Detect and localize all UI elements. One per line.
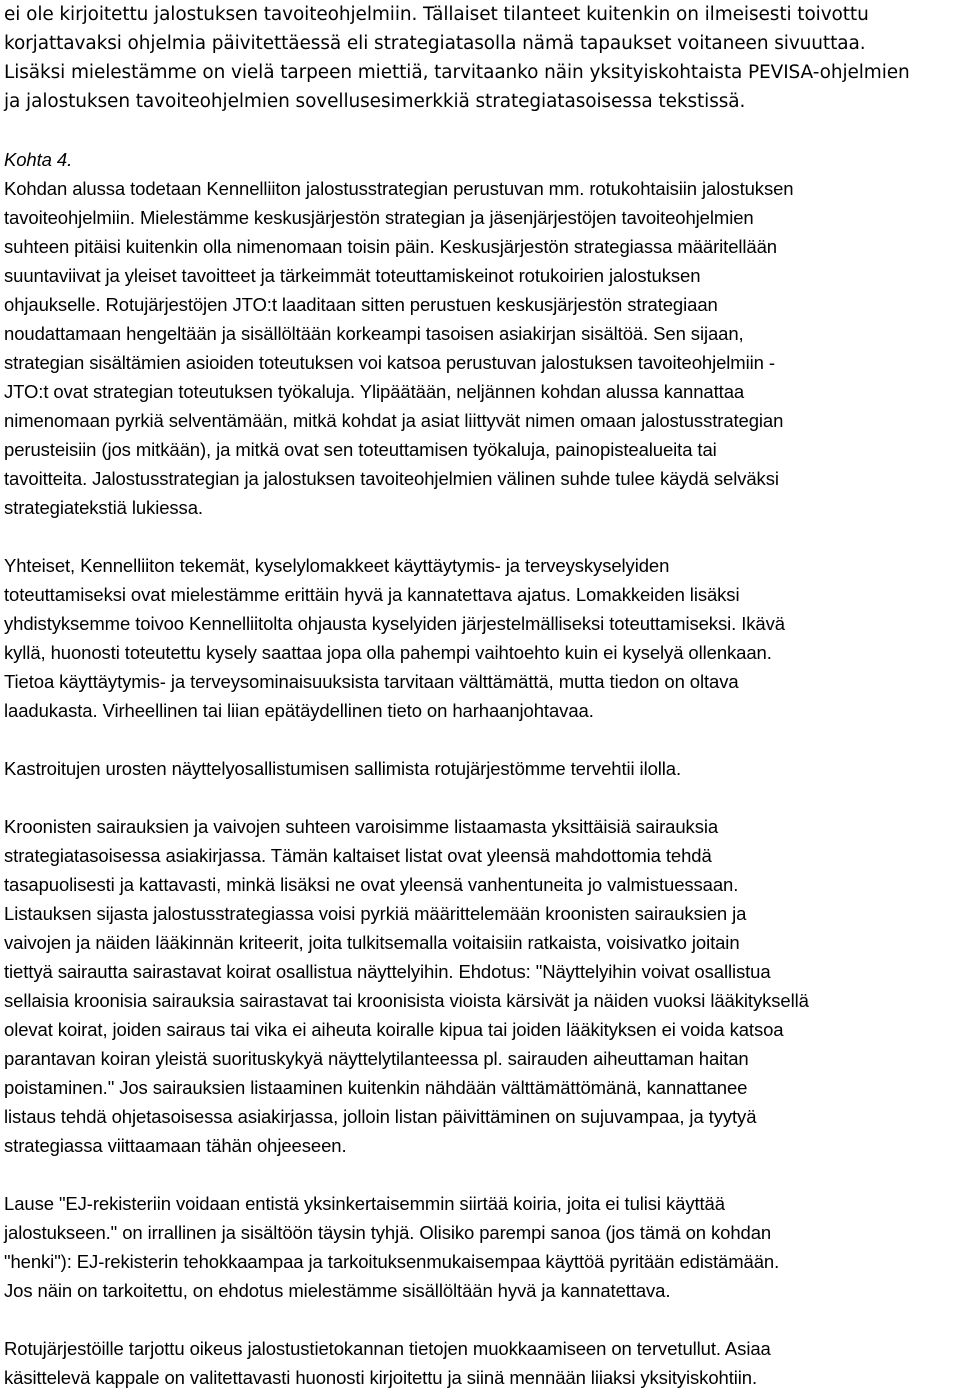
text-line: sellaisia kroonisia sairauksia sairastavat tai kroonisista vioista kärsivät ja näiden vuoksi lääkityksellä	[4, 990, 809, 1011]
paragraph-chronic	[4, 812, 958, 1160]
text-line: noudattamaan hengeltään ja sisällöltään korkeampi tasoisen asiakirjan sisältöä. Sen sijaan,	[4, 323, 744, 344]
text-line: tiettyä sairautta sairastavat koirat osallistua näyttelyihin. Ehdotus: "Näyttelyihin voivat osallistua	[4, 961, 771, 982]
text-line: tasapuolisesti ja kattavasti, minkä lisäksi ne ovat yleensä vanhentuneita jo valmistuessaan.	[4, 874, 739, 895]
text-line: listaus tehdä ohjetasoisessa asiakirjassa, jolloin listan päivittäminen on sujuvampaa, ja tyytyä	[4, 1106, 757, 1127]
text-line: Tietoa käyttäytymis- ja terveysominaisuuksista tarvitaan välttämättä, mutta tiedon on oltava	[4, 671, 739, 692]
section-4	[4, 145, 958, 1392]
paragraph-rights	[4, 1334, 958, 1392]
text-line: vaivojen ja näiden lääkinnän kriteerit, joita tulkitsemalla voitaisiin ratkaista, voisivatko joitain	[4, 932, 740, 953]
text-line: strategiatasoisessa asiakirjassa. Tämän kaltaiset listat ovat yleensä mahdottomia tehdä	[4, 845, 712, 866]
text-line: strategiassa viittaamaan tähän ohjeeseen.	[4, 1135, 347, 1156]
paragraph-gap	[4, 725, 958, 754]
text-line: suuntaviivat ja yleiset tavoitteet ja tärkeimmät toteuttamiskeinot rotukoirien jalostuksen	[4, 265, 701, 286]
text-line: käsittelevä kappale on valitettavasti huonosti kirjoitettu ja siinä mennään liiaksi yksityiskohtiin.	[4, 1367, 757, 1388]
text-line: JTO:t ovat strategian toteutuksen työkaluja. Ylipäätään, neljännen kohdan alussa kannattaa	[4, 381, 745, 402]
paragraph-gap	[4, 1160, 958, 1189]
text-line: kyllä, huonosti toteutettu kysely saattaa jopa olla pahempi vaihtoehto kuin ei kyselyä ollenkaan.	[4, 642, 772, 663]
paragraph-gap	[4, 116, 958, 145]
paragraph-gap	[4, 522, 958, 551]
text-line: ja jalostuksen tavoiteohjelmien sovellusesimerkkiä strategiatasoisessa tekstissä.	[4, 91, 746, 112]
text-line: suhteen pitäisi kuitenkin olla nimenomaan toisin päin. Keskusjärjestön strategiassa määritellään	[4, 236, 777, 257]
text-line: Lisäksi mielestämme on vielä tarpeen miettiä, tarvitaanko näin yksityiskohtaista PEVISA-ohjelmien	[4, 62, 910, 83]
text-line: laadukasta. Virheellinen tai liian epätäydellinen tieto on harhaanjohtavaa.	[4, 700, 594, 721]
document-page	[4, 0, 958, 1392]
text-line: Kroonisten sairauksien ja vaivojen suhteen varoisimme listaamasta yksittäisiä sairauksia	[4, 816, 719, 837]
text-line: olevat koirat, joiden sairaus tai vika ei aiheuta koiralle kipua tai joiden lääkityksen ei voida katsoa	[4, 1019, 784, 1040]
paragraph-gap	[4, 783, 958, 812]
text-line: perusteisiin (jos mitkään), ja mitkä ovat sen toteuttamisen työkaluja, painopistealueita tai	[4, 439, 717, 460]
text-line: yhdistyksemme toivoo Kennelliitolta ohjausta kyselyiden järjestelmälliseksi toteuttamiseksi. Ikävä	[4, 613, 785, 634]
paragraph-ej-register	[4, 1189, 958, 1305]
text-line: jalostukseen." on irrallinen ja sisältöön täysin tyhjä. Olisiko parempi sanoa (jos tämä on kohdan	[4, 1222, 772, 1243]
text-line: tavoitteita. Jalostusstrategian ja jalostuksen tavoiteohjelmien välinen suhde tulee käydä selväksi	[4, 468, 779, 489]
text-line: tavoiteohjelmiin. Mielestämme keskusjärjestön strategian ja jäsenjärjestöjen tavoiteohjelmien	[4, 207, 754, 228]
text-line: Listauksen sijasta jalostusstrategiassa voisi pyrkiä määrittelemään kroonisten sairauksien ja	[4, 903, 747, 924]
text-line: poistaminen." Jos sairauksien listaaminen kuitenkin nähdään välttämättömänä, kannattanee	[4, 1077, 748, 1098]
text-line: ei ole kirjoitettu jalostuksen tavoiteohjelmiin. Tällaiset tilanteet kuitenkin on ilmeisesti toivottu	[4, 4, 869, 25]
text-line: Yhteiset, Kennelliiton tekemät, kyselylomakkeet käyttäytymis- ja terveyskyselyiden	[4, 555, 670, 576]
paragraph-gap	[4, 1305, 958, 1334]
text-line: Kastroitujen urosten näyttelyosallistumisen sallimista rotujärjestömme tervehtii ilolla.	[4, 758, 682, 779]
text-line: strategiatekstiä lukiessa.	[4, 497, 203, 518]
intro-paragraph	[4, 0, 958, 116]
paragraph-surveys	[4, 551, 958, 725]
text-line: korjattavaksi ohjelmia päivitettäessä eli strategiatasolla nämä tapaukset voitaneen sivuuttaa.	[4, 33, 866, 54]
text-line: parantavan koiran yleistä suorituskykyä näyttelytilanteessa pl. sairauden aiheuttaman haitan	[4, 1048, 749, 1069]
section-heading: Kohta 4.	[4, 149, 73, 170]
text-line: ohjaukselle. Rotujärjestöjen JTO:t laaditaan sitten perustuen keskusjärjestön strategiaan	[4, 294, 718, 315]
paragraph-castrated	[4, 754, 958, 783]
text-line: toteuttamiseksi ovat mielestämme erittäin hyvä ja kannatettava ajatus. Lomakkeiden lisäksi	[4, 584, 740, 605]
text-line: nimenomaan pyrkiä selventämään, mitkä kohdat ja asiat liittyvät nimen omaan jalostusstrategian	[4, 410, 784, 431]
text-line: Lause "EJ-rekisteriin voidaan entistä yksinkertaisemmin siirtää koiria, joita ei tulisi käyttää	[4, 1193, 725, 1214]
text-line: strategian sisältämien asioiden toteutuksen voi katsoa perustuvan jalostuksen tavoiteohjelmiin -	[4, 352, 775, 373]
text-line: Jos näin on tarkoitettu, on ehdotus mielestämme sisällöltään hyvä ja kannatettava.	[4, 1280, 671, 1301]
text-line: Rotujärjestöille tarjottu oikeus jalostustietokannan tietojen muokkaamiseen on tervetullut. Asiaa	[4, 1338, 771, 1359]
text-line: Kohdan alussa todetaan Kennelliiton jalostusstrategian perustuvan mm. rotukohtaisiin jalostuksen	[4, 178, 794, 199]
text-line: "henki"): EJ-rekisterin tehokkaampaa ja tarkoituksenmukaisempaa käyttöä pyritään edistämään.	[4, 1251, 780, 1272]
